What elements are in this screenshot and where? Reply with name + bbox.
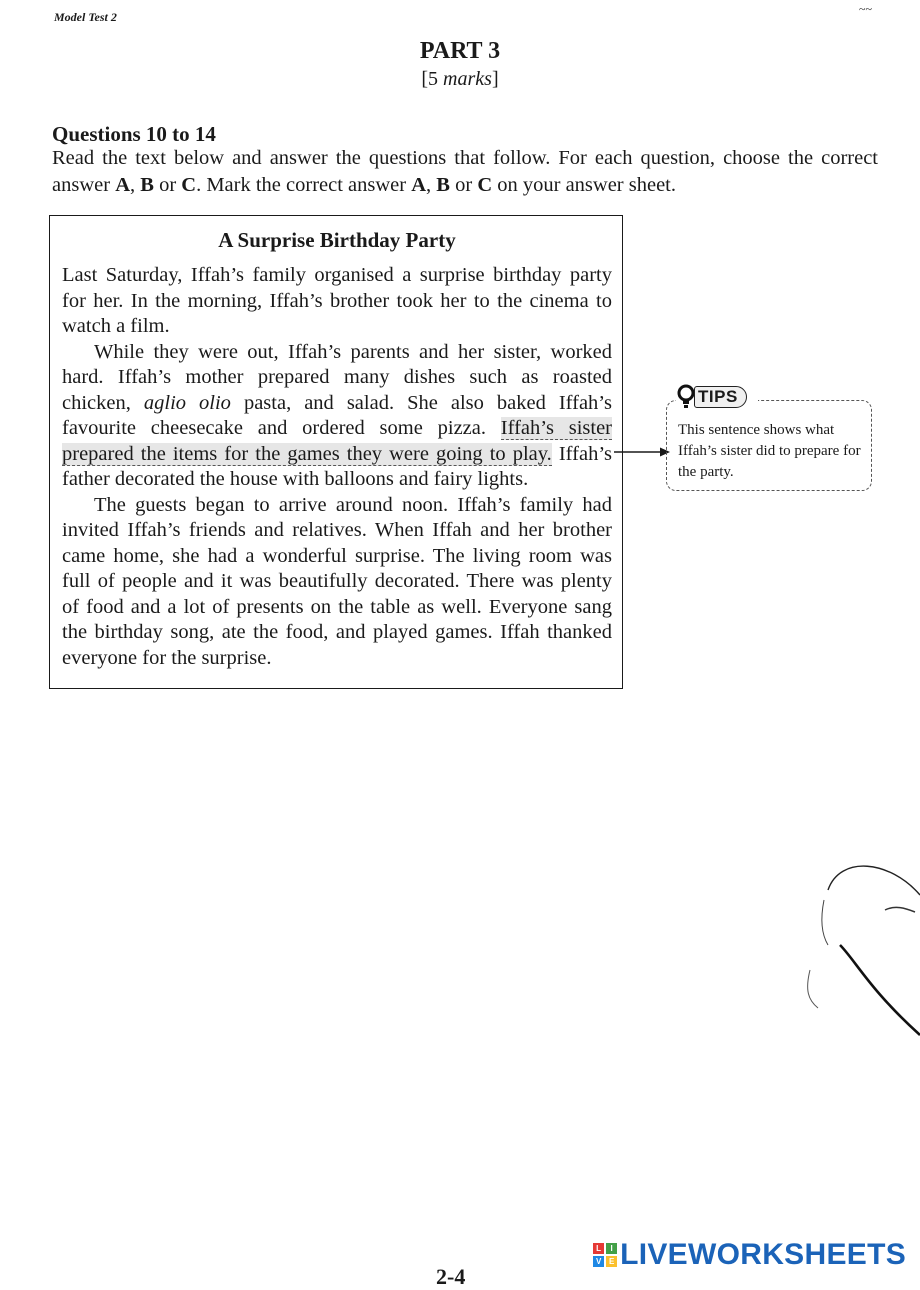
marks-word: marks xyxy=(443,68,492,90)
instr-text: Read the text below and answer the questions that follow. For each question, choose the correct answer xyxy=(52,147,878,196)
marks-close: ] xyxy=(491,68,499,90)
passage-paragraph-3: The guests began to arrive around noon. Iffah’s family had invited Iffah’s friends and relatives. When Iffah and her brother came home, she had a wonderful surprise. The living room was full of people and it was beautifully decorated. There was plenty of food and a lot of presents on the table as well. Everyone sang the birthday song, ate the food, and played games. Iffah thanked everyone for the surprise. xyxy=(62,493,612,669)
tips-badge xyxy=(676,384,758,410)
p2-text-b: pasta, and salad. She also baked Iffah’s favourite cheesecake and ordered some pizza. xyxy=(62,391,612,439)
instr-option: B xyxy=(140,174,154,196)
tips-text: This sentence shows what Iffah’s sister did to prepare for the party. xyxy=(678,422,861,480)
instr-text: , xyxy=(426,174,437,196)
passage-paragraph-2 xyxy=(62,340,612,493)
marks-open: [5 xyxy=(421,68,444,90)
instr-text: . Mark the correct answer xyxy=(196,174,412,196)
instr-text: or xyxy=(153,174,182,196)
instr-option: A xyxy=(411,174,427,196)
questions-heading: Questions 10 to 14 xyxy=(52,122,216,146)
instr-option: C xyxy=(477,174,493,196)
instructions xyxy=(52,145,878,199)
instr-text: on your answer sheet. xyxy=(492,174,677,196)
instr-option: C xyxy=(181,174,197,196)
passage-box xyxy=(49,215,623,689)
p2-italic: aglio olio xyxy=(143,391,231,414)
logo-tile: L xyxy=(593,1243,604,1254)
page-number: 2-4 xyxy=(436,1264,466,1289)
liveworksheets-watermark xyxy=(593,1238,906,1272)
logo-tile: E xyxy=(606,1256,617,1267)
passage-paragraph-1: Last Saturday, Iffah’s family organised a surprise birthday party for her. In the morning, Iffah’s brother took her to the cinema to watch a film. xyxy=(62,264,612,337)
instr-text: or xyxy=(449,174,478,196)
logo-tile: I xyxy=(606,1243,617,1254)
p2-text-a: While they were out, Iffah’s parents and her sister, worked hard. Iffah’s mother prepared many dishes such as roasted chicken, xyxy=(62,340,612,414)
watermark-text: LIVEWORKSHEETS xyxy=(620,1238,906,1271)
corner-mark: ~~ xyxy=(859,2,872,16)
scan-smudge xyxy=(800,850,920,1050)
highlighted-sentence: Iffah’s sister prepared the items for the games they were going to play. xyxy=(62,417,612,465)
instr-option: A xyxy=(115,174,130,196)
liveworksheets-logo-icon xyxy=(593,1243,617,1267)
p2-text-c: Iffah’s father decorated the house with balloons and fairy lights. xyxy=(62,442,612,490)
passage-title: A Surprise Birthday Party xyxy=(218,228,456,252)
instr-option: B xyxy=(436,174,450,196)
arrow-icon xyxy=(614,446,670,458)
tips-label: TIPS xyxy=(694,386,747,408)
model-test-label: Model Test 2 xyxy=(54,10,117,24)
instr-text: , xyxy=(130,174,141,196)
logo-tile: V xyxy=(593,1256,604,1267)
part-marks xyxy=(0,68,920,91)
part-title: PART 3 xyxy=(419,38,501,64)
